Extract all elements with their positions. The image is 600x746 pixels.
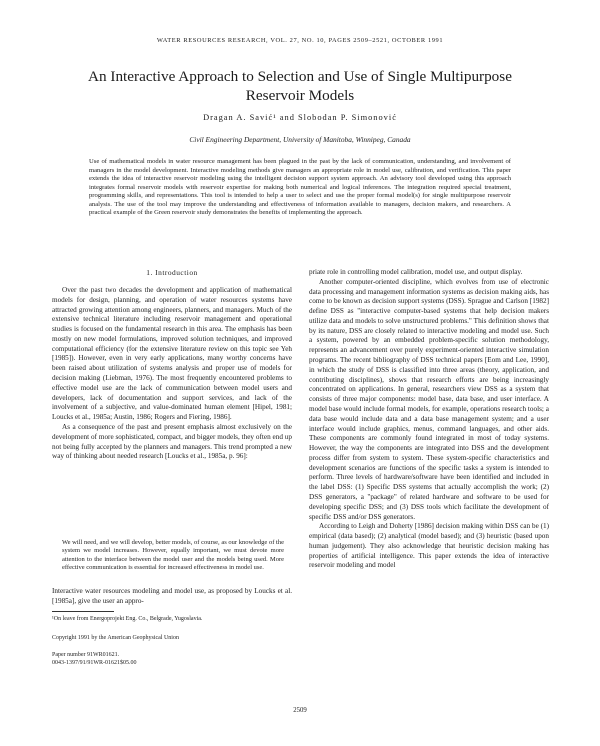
block-quote: We will need, and we will develop, better models, of course, as our knowledge of the system we model increases. However, equally important, we must devote more attention to the interface between the model user and the models being used. More effective communication is essential for increased effectiveness in model use. [62, 539, 284, 571]
affiliation: Civil Engineering Department, University of Manitoba, Winnipeg, Canada [189, 135, 411, 144]
section-heading-introduction: 1. Introduction [146, 268, 198, 277]
abstract: Use of mathematical models in water resource management has been plagued in the past by the lack of communication, understanding, and involvement of managers in the model development. Interactive modeling methods give managers an appropriate role in model use, calibration, and verification. This paper extends the idea of interactive reservoir modeling using the intelligent decision support system approach. An advisory tool developed using this approach integrates formal reservoir models with reservoir expertise for making both numerical and logical inferences. The integration required special treatment, programming skills, and representations. This tool is intended to help a user to select and use the proper formal model(s) for single multipurpose reservoir analysis. The use of the tool may improve the understanding and effectiveness of information available to managers, decision makers, and researchers. A practical example of the Green reservoir study demonstrates the benefits of implementing the approach. [89, 158, 511, 217]
paper-number: Paper number 91WR01621. [52, 652, 120, 658]
title-line-1: An Interactive Approach to Selection and Use of Single Multipurpose [88, 68, 512, 85]
title-line-2: Reservoir Models [245, 87, 355, 104]
footnote-rule [52, 611, 114, 612]
left-column-continuation [52, 587, 292, 607]
running-head: WATER RESOURCES RESEARCH, VOL. 27, NO. 10, PAGES 2509–2521, OCTOBER 1991 [156, 37, 444, 44]
issn-code: 0043-1397/91/91WR-01621$05.00 [52, 660, 137, 666]
right-paragraph-2: Another computer-oriented discipline, which evolves from use of electronic data processing and management information systems as decision making aids, has come to be known as decision support systems (DSS). Sprague and Carlson [1982] define DSS as "interactive computer-based systems that help decision makers utilize data and models to solve unstructured problems." This definition shows that by its nature, DSS are closely related to interactive modeling and model use. Such a system, powered by an embedded problem-specific solution methodology, represents an advancement over purely experiment-oriented interactive simulation programs. The recent bibliography of DSS technical papers [Eom and Lee, 1990], in which the study of DSS is classified into three areas (theory, application, and contributing disciplines), shows that research efforts are being increasingly concentrated on applications. In general, researchers view DSS as a system that consists of three major components: model base, data base, and user interface. A model base would include formal models, for example, operations research tools; a data base would include data and a data base management system; and a user interface would include graphics, menus, command languages, and other aids. These components are commonly found integrated in most of today systems. However, the way the components are integrated into DSS and the development process differ from system to system. These system-specific characteristics and development scenarios are functions of the specific tasks a system is intended to perform. Three levels of hardware/software have been identified and included in the label DSS: (1) Specific DSS systems that actually accomplish the work; (2) DSS generators, a "package" of related hardware and software to be used for developing specific DSS; and (3) DSS tools which facilitate the development of specific DSS and/or DSS generators. [309, 277, 549, 521]
intro-paragraph-3: Interactive water resources modeling and model use, as proposed by Loucks et al. [1985a], give the user an appro- [52, 587, 292, 605]
right-paragraph-3: According to Leigh and Doherty [1986] decision making within DSS can be (1) empirical (data based); (2) analytical (model based); and (3) heuristic (based upon human judgement). They also acknowledge that heuristic decision making has properties of artificial intelligence. This paper extends the idea of interactive reservoir modeling and model [309, 522, 549, 570]
left-column-body [52, 286, 292, 462]
intro-paragraph-1: Over the past two decades the development and application of mathematical models for design, planning, and operation of water resources systems have attracted growing attention among engineers, planners, and managers. Much of the extensive technical literature including reservoir management and operational studies is focused on the fundamental research in this area. The emphasis has been mostly on new model formulations, improved solution techniques, and improved computational efficiency (for the extensive literature review on this topic see Yeh [1985]). However, even in very early applications, many worthy concerns have been raised about utilization of systems analysis and proper use of models for decision making (Liebman, 1976). The most frequently encountered problems to effective model use are the lack of communication between model users and developers, lack of documentation and support services, and lack of the involvement of a subjective, and value-dominated human element [Hipel, 1981; Loucks et al., 1985a; Austin, 1986; Rogers and Fiering, 1986]. [52, 286, 292, 422]
right-paragraph-1: priate role in controlling model calibration, model use, and output display. [309, 268, 523, 276]
page-number: 2509 [293, 707, 307, 714]
article-title [40, 67, 560, 105]
intro-paragraph-2: As a consequence of the past and present emphasis almost exclusively on the development of more sophisticated, compact, and bigger models, they often end up not being fully accepted by the planners and managers. This trend prompted a new way of thinking about needed research [Loucks et al., 1985a, p. 96]: [52, 422, 292, 461]
right-column-body [309, 268, 549, 571]
footnote-affiliation: ¹On leave from Energoprojekt Eng. Co., Belgrade, Yugoslavia. [52, 616, 203, 622]
copyright-notice: Copyright 1991 by the American Geophysical Union [52, 635, 179, 641]
author-line: Dragan A. Savić¹ and Slobodan P. Simonović [203, 113, 397, 122]
